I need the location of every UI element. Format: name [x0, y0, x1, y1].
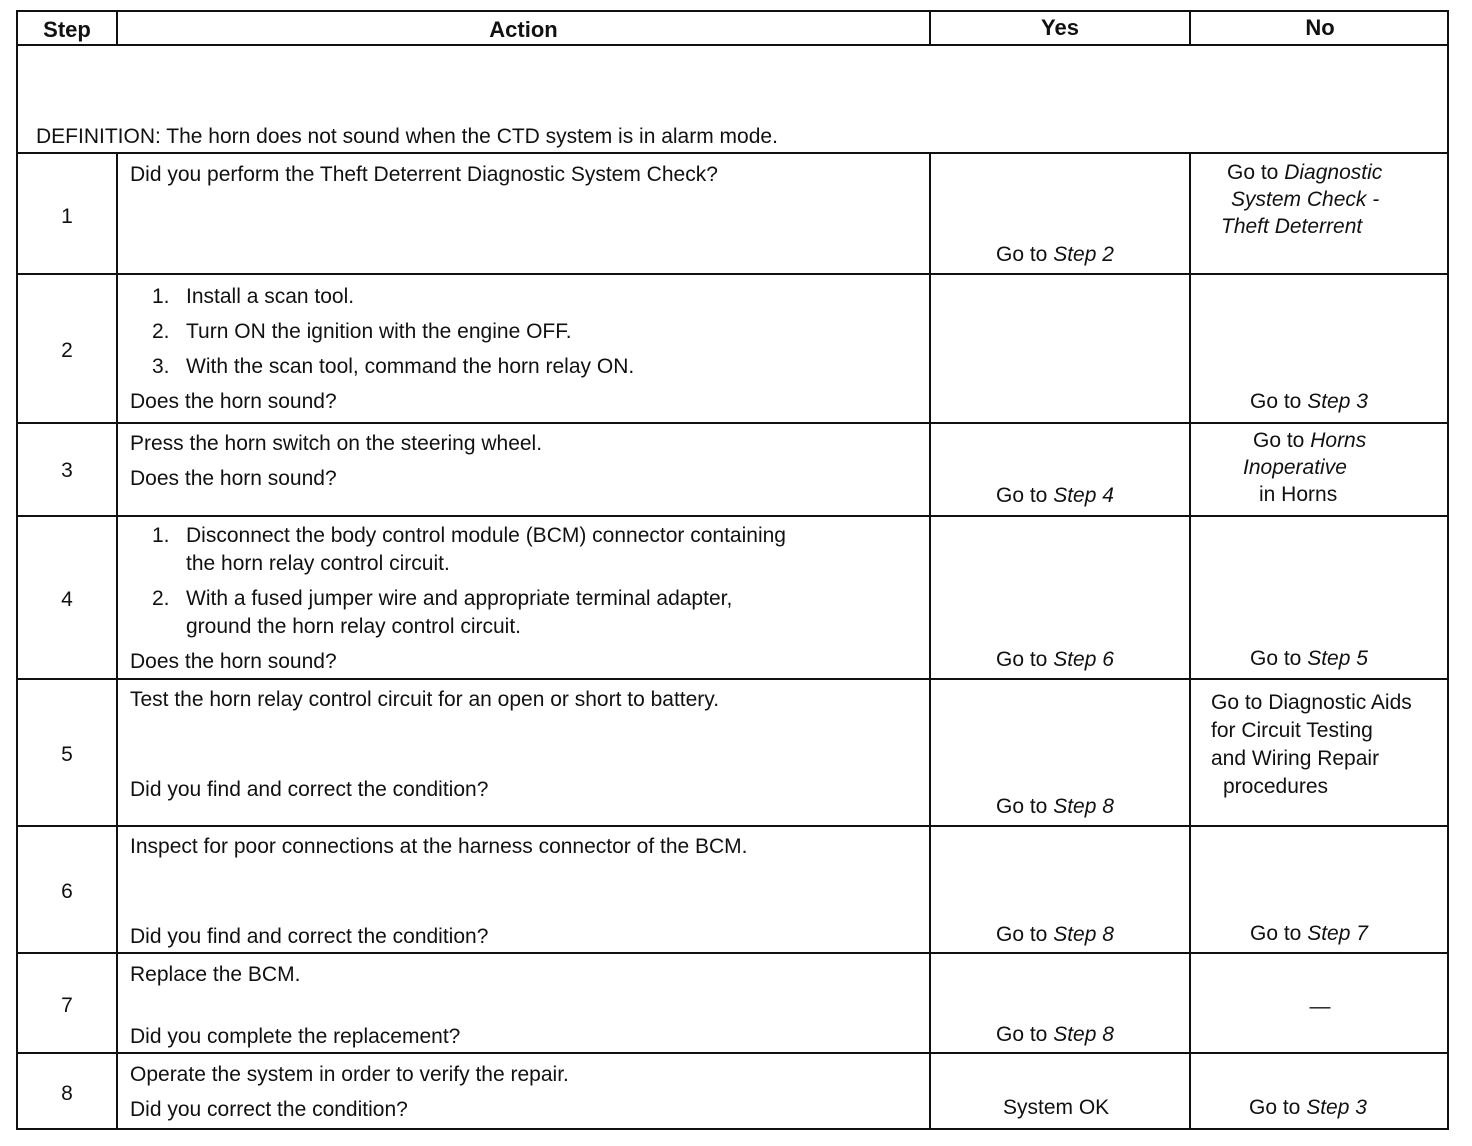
yes-result: Go to Step 8: [996, 1023, 1114, 1046]
list-item: Disconnect the body control module (BCM) connector containing: [186, 524, 786, 547]
col-divider: [116, 152, 118, 1130]
header-step: Step: [43, 17, 91, 42]
list-number: 1.: [152, 524, 170, 547]
no-result: Go to Diagnostic System Check - Theft Deterrent: [1221, 161, 1383, 238]
row-divider: [18, 678, 1447, 680]
list-item: With the scan tool, command the horn relay ON.: [186, 355, 635, 378]
row-divider: [18, 825, 1447, 827]
step-number: 2: [61, 339, 73, 362]
list-item: the horn relay control circuit.: [186, 552, 450, 575]
action-text: Did you perform the Theft Deterrent Diagnostic System Check?: [130, 163, 718, 186]
list-item: ground the horn relay control circuit.: [186, 615, 522, 638]
step-number: 6: [61, 880, 73, 903]
row-divider: [18, 44, 1447, 46]
step-number: 1: [61, 205, 73, 228]
action-text: Operate the system in order to verify the repair.: [130, 1063, 569, 1086]
no-result: Go to Horns Inoperative in Horns: [1243, 429, 1367, 506]
col-divider: [929, 152, 931, 1130]
question-text: Did you correct the condition?: [130, 1098, 408, 1121]
action-text: Replace the BCM.: [130, 963, 301, 986]
row-divider: [18, 952, 1447, 954]
yes-result: Go to Step 8: [996, 795, 1114, 818]
no-result: Go to Step 3: [1249, 1096, 1367, 1119]
row-divider: [18, 1052, 1447, 1054]
definition-text: DEFINITION: The horn does not sound when the CTD system is in alarm mode.: [36, 125, 778, 148]
step-number: 5: [61, 743, 73, 766]
question-text: Did you find and correct the condition?: [130, 778, 489, 801]
list-item: Install a scan tool.: [186, 285, 355, 308]
yes-result: Go to Step 4: [996, 484, 1114, 507]
header-action: Action: [489, 17, 558, 42]
no-result: Go to Diagnostic Aids for Circuit Testing and Wiring Repair procedures: [1211, 691, 1412, 798]
row-divider: [18, 273, 1447, 275]
list-item: Turn ON the ignition with the engine OFF.: [186, 320, 572, 343]
yes-result: System OK: [1003, 1096, 1110, 1119]
row-divider: [18, 152, 1447, 154]
action-text: Press the horn switch on the steering wheel.: [130, 432, 543, 455]
question-text: Did you find and correct the condition?: [130, 925, 489, 948]
list-item: With a fused jumper wire and appropriate terminal adapter,: [186, 587, 733, 610]
header-no: No: [1305, 15, 1335, 40]
no-result: Go to Step 5: [1250, 647, 1368, 670]
diagnostic-table: [16, 10, 1449, 1130]
col-divider: [1189, 152, 1191, 1130]
action-text: Inspect for poor connections at the harness connector of the BCM.: [130, 835, 748, 858]
header-yes: Yes: [1041, 15, 1079, 40]
question-text: Does the horn sound?: [130, 390, 337, 413]
question-text: Does the horn sound?: [130, 467, 337, 490]
question-text: Does the horn sound?: [130, 650, 337, 673]
no-result-dash: —: [1309, 995, 1331, 1018]
no-result: Go to Step 3: [1250, 390, 1368, 413]
list-number: 2.: [152, 587, 170, 610]
yes-result: Go to Step 6: [996, 648, 1114, 671]
no-result: Go to Step 7: [1250, 922, 1368, 945]
step-number: 4: [61, 588, 73, 611]
yes-result: Go to Step 2: [996, 243, 1114, 266]
list-number: 3.: [152, 355, 170, 378]
row-divider: [18, 422, 1447, 424]
question-text: Did you complete the replacement?: [130, 1025, 461, 1048]
action-text: Test the horn relay control circuit for an open or short to battery.: [130, 688, 720, 711]
yes-result: Go to Step 8: [996, 923, 1114, 946]
list-number: 2.: [152, 320, 170, 343]
step-number: 8: [61, 1082, 73, 1105]
step-number: 3: [61, 459, 73, 482]
step-number: 7: [61, 994, 73, 1017]
row-divider: [18, 515, 1447, 517]
list-number: 1.: [152, 285, 170, 308]
